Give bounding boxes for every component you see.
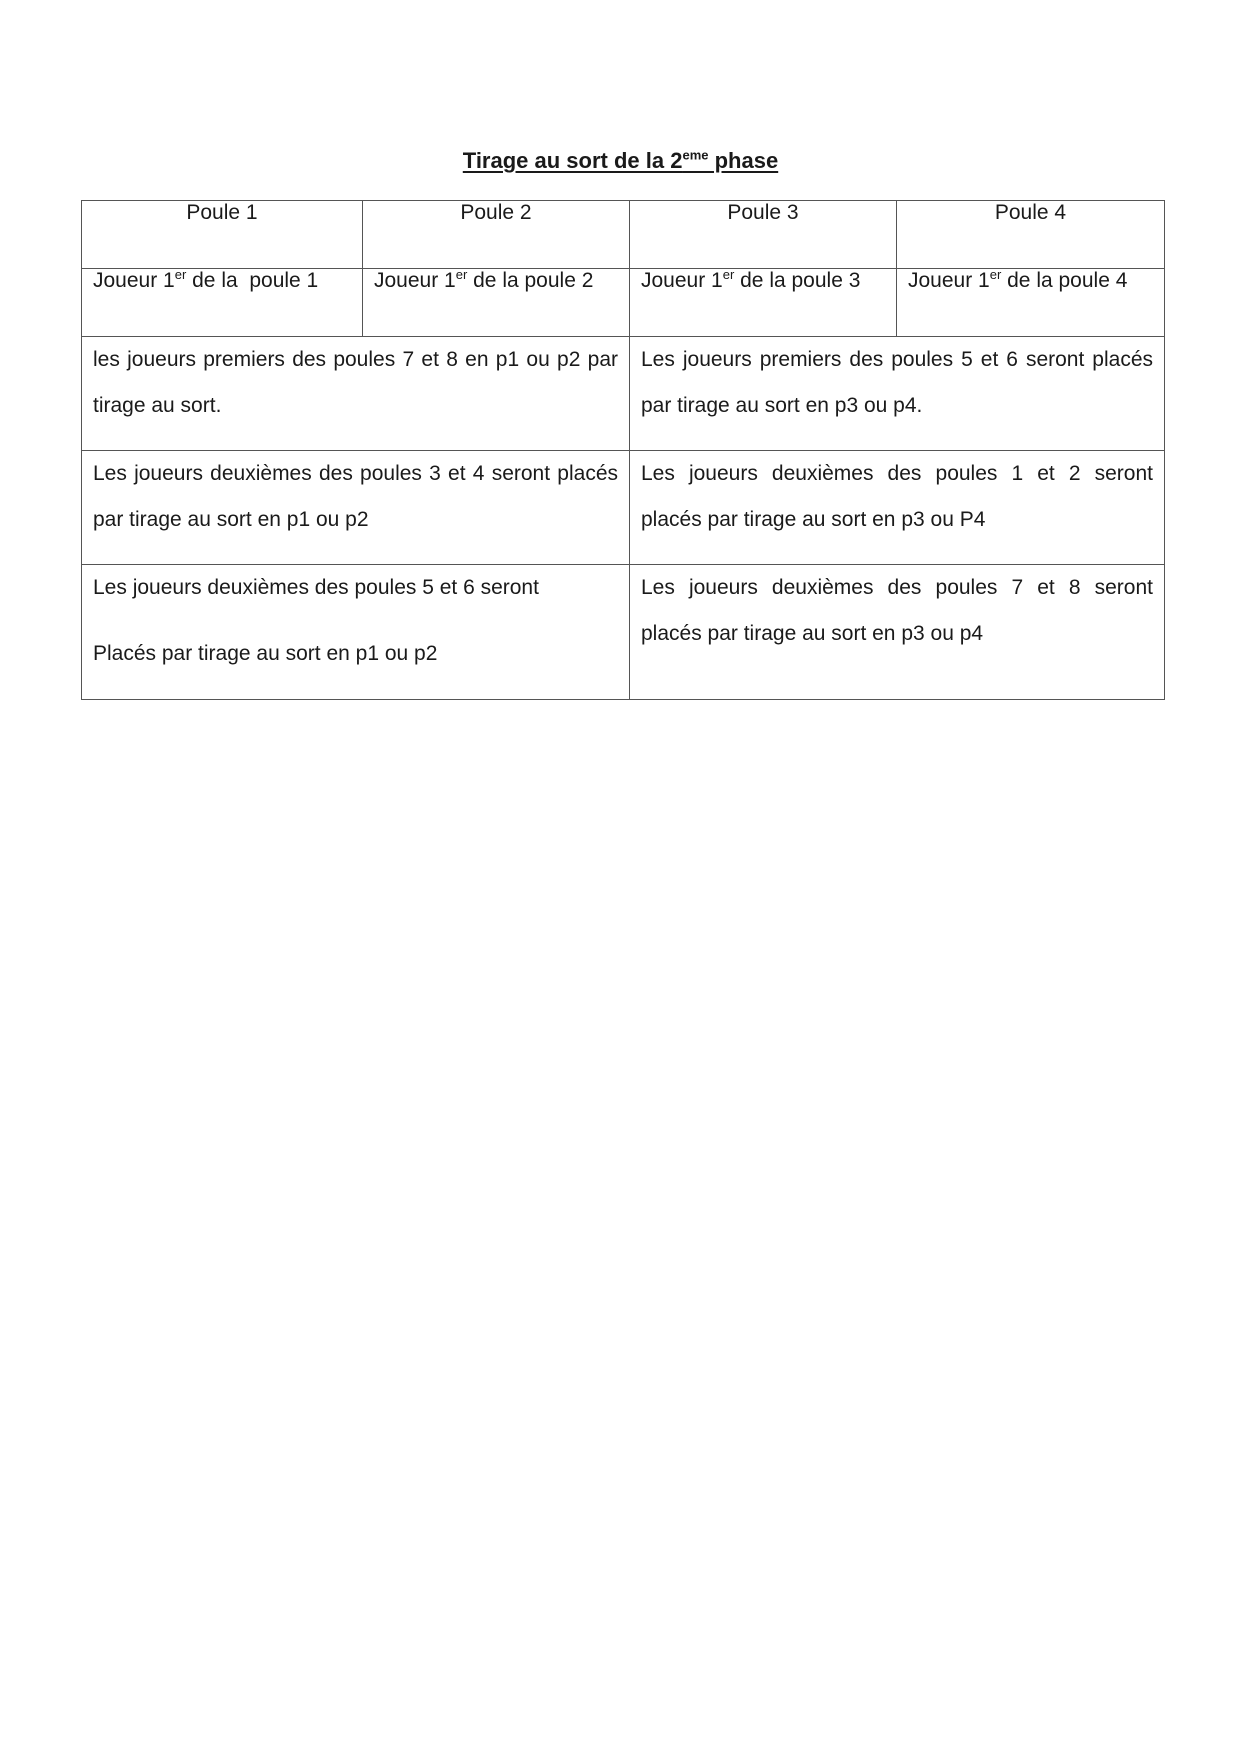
cell-right: Les joueurs premiers des poules 5 et 6 seront placés par tirage au sort en p3 ou p4. bbox=[630, 337, 1165, 451]
cell-first-poule-2: Joueur 1er de la poule 2 bbox=[363, 269, 630, 337]
header-poule-1: Poule 1 bbox=[82, 201, 363, 269]
draw-table bbox=[81, 200, 1165, 700]
table-header-row bbox=[82, 201, 1165, 269]
table-row bbox=[82, 565, 1165, 700]
title-suffix: phase bbox=[708, 148, 779, 173]
header-poule-4: Poule 4 bbox=[897, 201, 1165, 269]
table-row bbox=[82, 337, 1165, 451]
table-row-firsts bbox=[82, 269, 1165, 337]
cell-right: Les joueurs deuxièmes des poules 7 et 8 seront placés par tirage au sort en p3 ou p4 bbox=[630, 565, 1165, 700]
cell-left bbox=[82, 565, 630, 700]
cell-left-line-1: Les joueurs deuxièmes des poules 5 et 6 seront bbox=[93, 576, 539, 599]
title-prefix: Tirage au sort de la 2 bbox=[462, 148, 683, 173]
page-title bbox=[0, 148, 1241, 174]
cell-left: les joueurs premiers des poules 7 et 8 en p1 ou p2 par tirage au sort. bbox=[82, 337, 630, 451]
table-row bbox=[82, 451, 1165, 565]
cell-first-poule-1: Joueur 1er de la poule 1 bbox=[82, 269, 363, 337]
cell-right: Les joueurs deuxièmes des poules 1 et 2 seront placés par tirage au sort en p3 ou P4 bbox=[630, 451, 1165, 565]
title-superscript: eme bbox=[682, 147, 709, 163]
cell-left: Les joueurs deuxièmes des poules 3 et 4 seront placés par tirage au sort en p1 ou p2 bbox=[82, 451, 630, 565]
cell-first-poule-3: Joueur 1er de la poule 3 bbox=[630, 269, 897, 337]
cell-left-line-2: Placés par tirage au sort en p1 ou p2 bbox=[93, 642, 438, 665]
header-poule-2: Poule 2 bbox=[363, 201, 630, 269]
cell-first-poule-4: Joueur 1er de la poule 4 bbox=[897, 269, 1165, 337]
header-poule-3: Poule 3 bbox=[630, 201, 897, 269]
